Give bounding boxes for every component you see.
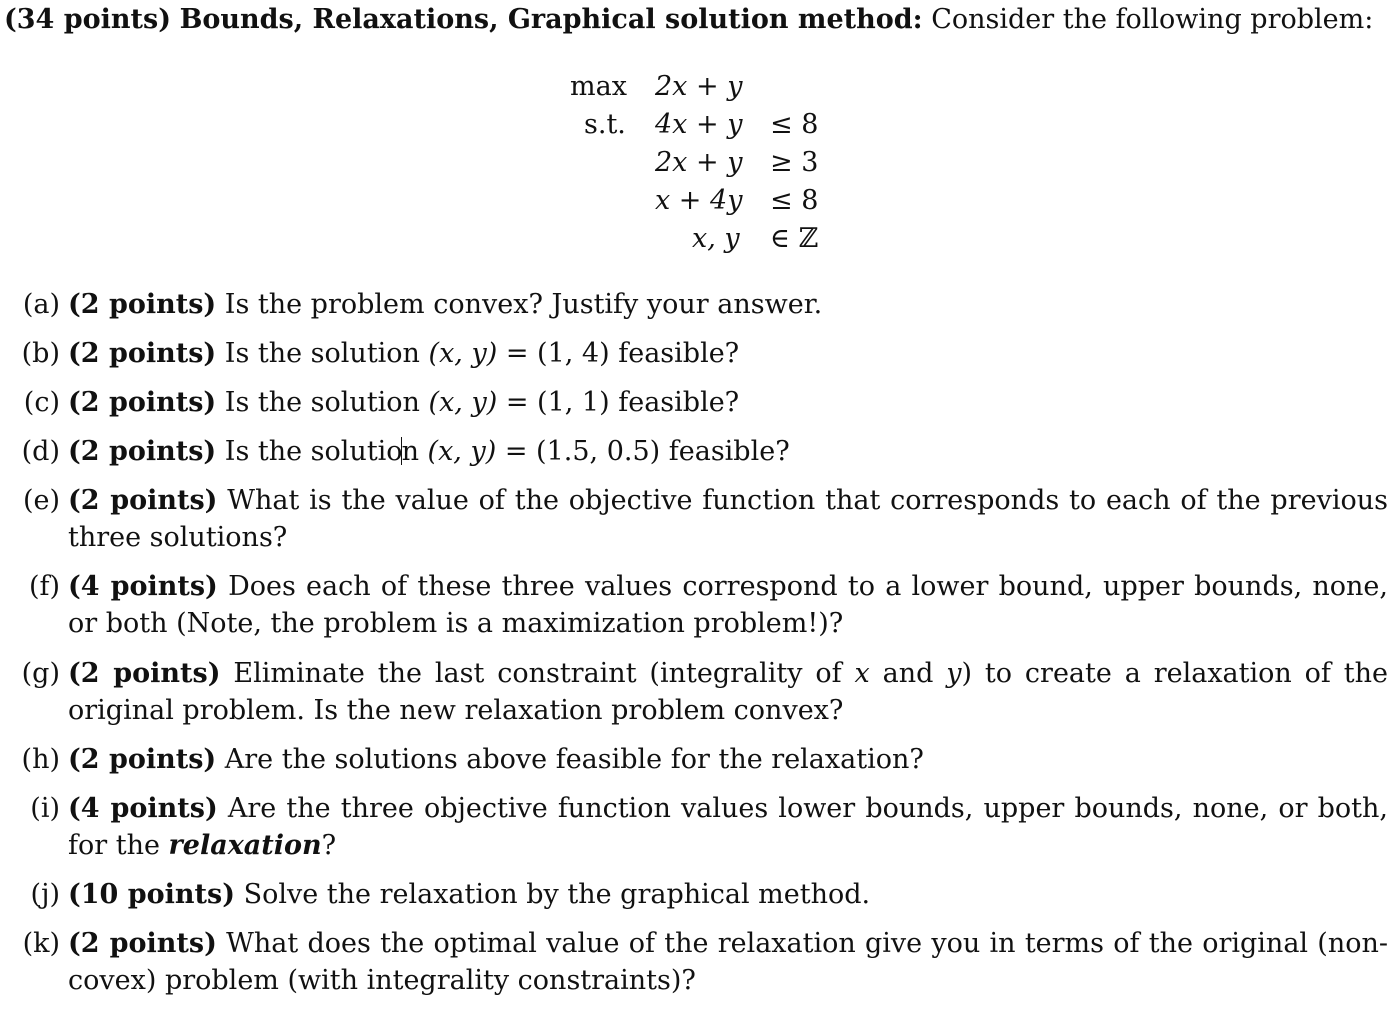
constraint-4-rel: ∈ ℤ xyxy=(770,223,819,254)
question-body xyxy=(68,482,1388,556)
question-text: Is the problem convex? Justify your answer. xyxy=(224,289,823,320)
constraint-2-rel: ≥ 3 xyxy=(770,147,819,178)
question-label: (b) xyxy=(21,338,60,369)
question-text-cont: n xyxy=(401,436,428,467)
max-keyword: max xyxy=(570,71,627,102)
question-math-y: y xyxy=(946,658,962,689)
question-text: Does each of these three values correspond to a lower bound, upper bounds, none, or both (Note, the problem is a maximization problem!)? xyxy=(68,571,1388,639)
header-points: (34 points) xyxy=(4,4,171,35)
question-text: Are the three objective function values lower bounds, upper bounds, none, or both, for the xyxy=(68,793,1388,861)
question-text-and: and xyxy=(869,658,947,689)
question-points: (2 points) xyxy=(68,387,217,418)
st-keyword: s.t. xyxy=(584,109,626,140)
constraint-1-rel: ≤ 8 xyxy=(770,109,819,140)
question-label: (h) xyxy=(21,744,60,775)
question-text: Is the solution xyxy=(224,338,429,369)
question-label: (a) xyxy=(22,289,60,320)
linear-program xyxy=(0,0,1398,270)
question-label: (d) xyxy=(21,436,60,467)
question-math: (x, y) xyxy=(428,387,498,418)
question-body xyxy=(68,655,1388,729)
question-text-rest: = (1.5, 0.5) feasible? xyxy=(496,436,790,467)
question-text-rest: = (1, 1) feasible? xyxy=(497,387,740,418)
question-points: (2 points) xyxy=(68,928,217,959)
question-label: (c) xyxy=(23,387,60,418)
question-label: (j) xyxy=(30,879,60,910)
question-body xyxy=(68,433,1388,470)
question-text-rest: = (1, 4) feasible? xyxy=(497,338,740,369)
header-title: Bounds, Relaxations, Graphical solution method: xyxy=(179,4,923,35)
question-points: (2 points) xyxy=(68,338,217,369)
question-label: (i) xyxy=(30,793,60,824)
constraint-1-lhs: 4x + y xyxy=(655,109,743,140)
question-text: Is the solutio xyxy=(224,436,403,467)
question-text: Is the solution xyxy=(224,387,429,418)
question-text-rest: ) to create a relaxation of the original problem. Is the new relaxation problem convex? xyxy=(68,658,1388,726)
constraint-4-lhs: x, y xyxy=(692,223,740,254)
question-points: (2 points) xyxy=(68,658,221,689)
question-text: What does the optimal value of the relaxation give you in terms of the original (non-covex) problem (with integrality constraints)? xyxy=(68,928,1388,996)
question-body xyxy=(68,568,1388,642)
question-emphasis: relaxation xyxy=(168,830,322,861)
header-intro: Consider the following problem: xyxy=(931,4,1374,35)
question-text-rest: ? xyxy=(321,830,337,861)
question-math-x: x xyxy=(854,658,870,689)
question-points: (2 points) xyxy=(68,744,217,775)
question-points: (2 points) xyxy=(68,485,218,516)
question-label: (g) xyxy=(21,658,60,689)
question-body xyxy=(68,790,1388,864)
question-points: (4 points) xyxy=(68,571,218,602)
question-text: Are the solutions above feasible for the relaxation? xyxy=(224,744,924,775)
question-body xyxy=(68,741,1388,778)
question-label: (f) xyxy=(28,571,60,602)
question-body xyxy=(68,925,1388,999)
question-text: Eliminate the last constraint (integrality of xyxy=(233,658,855,689)
question-body xyxy=(68,335,1388,372)
constraint-3-rel: ≤ 8 xyxy=(770,185,819,216)
question-body xyxy=(68,876,1388,913)
question-text: What is the value of the objective function that corresponds to each of the previous three solutions? xyxy=(68,485,1388,553)
constraint-3-lhs: x + 4y xyxy=(655,185,743,216)
question-math: (x, y) xyxy=(428,338,498,369)
question-body xyxy=(68,384,1388,421)
question-points: (2 points) xyxy=(68,289,217,320)
question-label: (e) xyxy=(22,485,60,516)
constraint-2-lhs: 2x + y xyxy=(655,147,743,178)
question-text: Solve the relaxation by the graphical method. xyxy=(243,879,871,910)
question-points: (2 points) xyxy=(68,436,217,467)
question-math: (x, y) xyxy=(427,436,497,467)
question-points: (10 points) xyxy=(68,879,235,910)
question-points: (4 points) xyxy=(68,793,218,824)
objective-expression: 2x + y xyxy=(655,71,743,102)
question-body xyxy=(68,286,1388,323)
question-label: (k) xyxy=(22,928,60,959)
